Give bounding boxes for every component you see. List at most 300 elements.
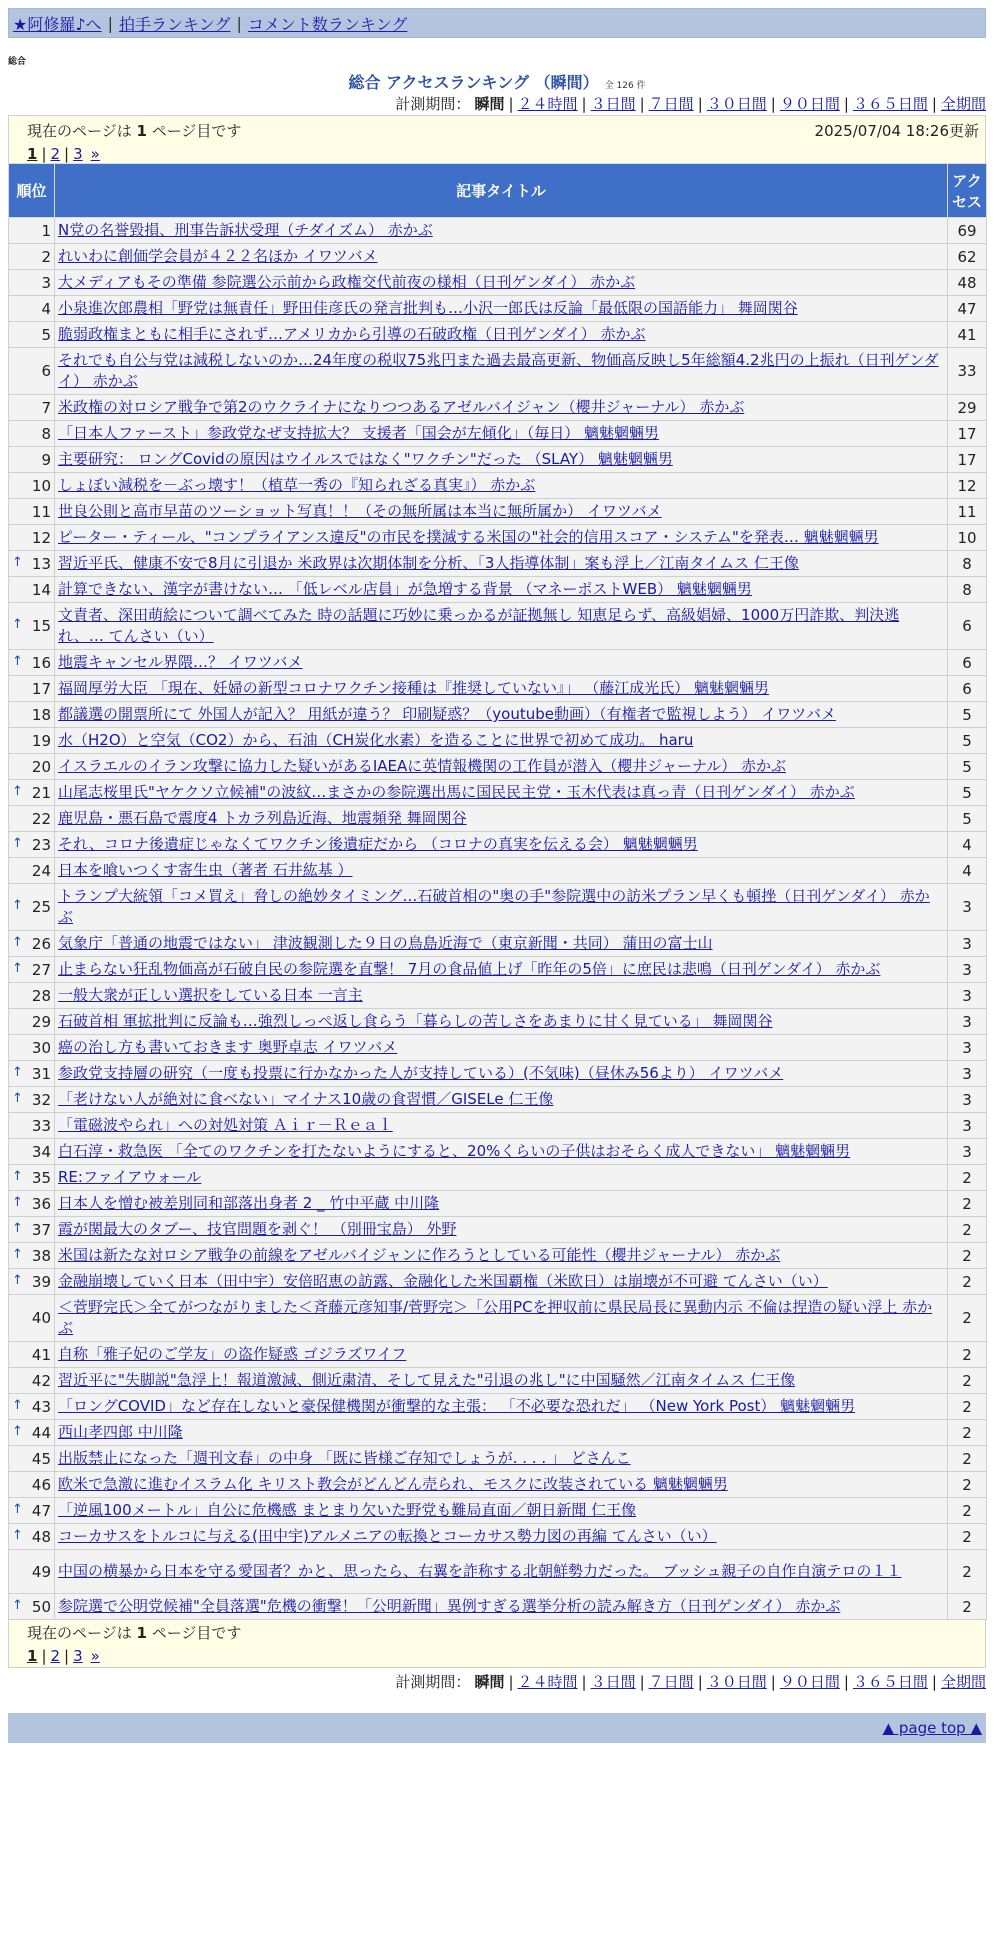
rank-up-arrow-icon: ↑: [12, 835, 23, 851]
rank-number: 13: [31, 554, 51, 573]
article-title-link[interactable]: ＜菅野完氏＞全てがつながりました＜斉藤元彦知事/菅野完＞「公用PCを押収前に県民局長に異動内示 不倫は捏造の疑い浮上 赤かぶ: [58, 1298, 933, 1337]
title-cell: [55, 499, 948, 525]
table-row: [9, 270, 987, 296]
home-link[interactable]: ★阿修羅♪へ: [13, 14, 102, 34]
table-row: [9, 1342, 987, 1368]
rank-up-arrow-icon: ↑: [12, 1501, 23, 1517]
nav-separator: |: [236, 13, 242, 33]
rank-number: 40: [31, 1309, 51, 1327]
rank-cell: [9, 1165, 55, 1191]
period-separator: |: [697, 95, 703, 113]
table-row: [9, 499, 987, 525]
period-option-3[interactable]: ７日間: [648, 1673, 694, 1691]
article-title-link[interactable]: 小泉進次郎農相「野党は無責任」野田佳彦氏の発言批判も…小沢一郎氏は反論「最低限の国語能力」 舞岡関谷: [58, 299, 798, 317]
period-option-2[interactable]: ３日間: [590, 95, 636, 113]
access-count: 2: [948, 1295, 987, 1342]
title-cell: [55, 676, 948, 702]
rank-up-arrow-icon: ↑: [12, 1397, 23, 1413]
access-count: 17: [948, 447, 987, 473]
rank-number: 45: [31, 1449, 51, 1468]
rank-cell: [9, 1243, 55, 1269]
table-row: [9, 1217, 987, 1243]
rank-number: 50: [31, 1597, 51, 1616]
rank-cell: [9, 1035, 55, 1061]
rank-number: 36: [31, 1194, 51, 1213]
rank-cell: [9, 650, 55, 676]
table-row: [9, 754, 987, 780]
article-title-link[interactable]: 「逆風100メートル」自公に危機感 まとまり欠いた野党も難局直面／朝日新聞 仁王像: [58, 1501, 637, 1519]
access-count: 2: [948, 1342, 987, 1368]
access-count: 33: [948, 348, 987, 395]
article-title-link[interactable]: 習近平に"失脚説"急浮上！報道激減、側近粛清、そして見えた"引退の兆し"に中国騒然／江南タイムス 仁王像: [58, 1371, 796, 1389]
access-count: 47: [948, 296, 987, 322]
page-info-top: [8, 115, 986, 163]
rank-number: 5: [41, 325, 51, 344]
rank-number: 7: [41, 398, 51, 417]
category-label: 総合: [8, 57, 27, 67]
rank-number: 46: [31, 1475, 51, 1494]
article-title-link[interactable]: 一般大衆が正しい選択をしている日本 一言主: [58, 986, 363, 1004]
access-count: 2: [948, 1524, 987, 1550]
title-cell: [55, 395, 948, 421]
rank-number: 39: [31, 1272, 51, 1291]
period-option-1[interactable]: ２４時間: [517, 1673, 578, 1691]
access-count: 2: [948, 1368, 987, 1394]
table-row: [9, 1498, 987, 1524]
table-row: [9, 1269, 987, 1295]
table-row: [9, 780, 987, 806]
table-row: [9, 1446, 987, 1472]
table-row: [9, 806, 987, 832]
article-title-link[interactable]: 水（H2O）と空気（CO2）から、石油（CH炭化水素）を造ることに世界で初めて成功。 haru: [58, 731, 694, 749]
period-separator: |: [770, 1673, 776, 1691]
article-title-link[interactable]: 世良公則と高市早苗のツーショット写真！！（その無所属は本当に無所属か） イワツバメ: [58, 502, 662, 520]
rank-cell: [9, 1295, 55, 1342]
article-title-link[interactable]: それでも自公与党は減税しないのか…24年度の税収75兆円また過去最高更新、物価高反映し5年総額4.2兆円の上振れ（日刊ゲンダイ） 赤かぶ: [58, 351, 939, 390]
title-cell: [55, 1113, 948, 1139]
page-info-bottom: [8, 1620, 986, 1668]
access-count: 5: [948, 702, 987, 728]
access-count: 2: [948, 1594, 987, 1620]
rank-up-arrow-icon: ↑: [12, 1168, 23, 1184]
rank-cell: [9, 218, 55, 244]
access-count: 2: [948, 1269, 987, 1295]
title-cell: [55, 551, 948, 577]
rank-up-arrow-icon: ↑: [12, 1246, 23, 1262]
rank-cell: [9, 395, 55, 421]
table-row: [9, 1368, 987, 1394]
access-count: 2: [948, 1217, 987, 1243]
article-title-link[interactable]: 福岡厚労大臣 「現在、妊婦の新型コロナワクチン接種は『推奨していない』」 （藤江成光氏） 魑魅魍魎男: [58, 679, 770, 697]
title-cell: [55, 1524, 948, 1550]
article-title-link[interactable]: れいわに創価学会員が４２２名ほか イワツバメ: [58, 247, 378, 265]
title-cell: [55, 832, 948, 858]
table-row: [9, 1035, 987, 1061]
title-cell: [55, 1165, 948, 1191]
access-count: 3: [948, 1061, 987, 1087]
table-row: [9, 1165, 987, 1191]
article-title-link[interactable]: コーカサスをトルコに与える(田中宇)アルメニアの転換とコーカサス勢力図の再編 てんさい（い）: [58, 1527, 717, 1545]
article-title-link[interactable]: 気象庁「普通の地震ではない」 津波観測した９日の鳥島近海で（東京新聞・共同） 蒲田の富士山: [58, 934, 713, 952]
rank-number: 35: [31, 1168, 51, 1187]
rank-number: 8: [41, 424, 51, 443]
rank-cell: [9, 1009, 55, 1035]
title-cell: [55, 1269, 948, 1295]
rank-number: 48: [31, 1527, 51, 1546]
rank-number: 28: [31, 986, 51, 1005]
rank-up-arrow-icon: ↑: [12, 653, 23, 669]
access-count: 5: [948, 728, 987, 754]
title-cell: [55, 421, 948, 447]
pager-page-3[interactable]: 3: [73, 145, 83, 163]
rank-cell: [9, 447, 55, 473]
table-row: [9, 1113, 987, 1139]
period-option-6[interactable]: ３６５日間: [852, 1673, 928, 1691]
access-count: 5: [948, 780, 987, 806]
rank-number: 32: [31, 1090, 51, 1109]
title-cell: [55, 884, 948, 931]
period-option-4[interactable]: ３０日間: [706, 95, 767, 113]
rank-number: 37: [31, 1220, 51, 1239]
article-title-link[interactable]: 西山孝四郎 中川隆: [58, 1423, 183, 1441]
article-title-link[interactable]: 自称「雅子妃のご学友」の盗作疑惑 ゴジラズワイフ: [58, 1345, 407, 1363]
page-top-link[interactable]: ▲ page top ▲: [882, 1719, 982, 1737]
article-title-link[interactable]: 主要研究： ロングCovidの原因はウイルスではなく"ワクチン"だった （SLAY） 魑魅魍魎男: [58, 450, 673, 468]
article-title-link[interactable]: 「電磁波やられ」への対処対策 Ａｉｒ－Ｒｅａｌ: [58, 1116, 393, 1134]
access-count: 3: [948, 983, 987, 1009]
rank-number: 15: [31, 617, 51, 635]
rank-cell: [9, 603, 55, 650]
rank-up-arrow-icon: ↑: [12, 898, 23, 913]
table-row: [9, 931, 987, 957]
rank-cell: [9, 348, 55, 395]
pager-page-2[interactable]: 2: [50, 1647, 61, 1665]
rank-number: 17: [31, 679, 51, 698]
pager-page-2[interactable]: 2: [50, 145, 61, 163]
access-count: 41: [948, 322, 987, 348]
rank-up-arrow-icon: ↑: [12, 783, 23, 799]
clap-ranking-link[interactable]: 拍手ランキング: [118, 14, 231, 34]
article-title-link[interactable]: 癌の治し方も書いておきます 奥野卓志 イワツバメ: [58, 1038, 398, 1056]
title-cell: [55, 754, 948, 780]
rank-number: 9: [41, 450, 51, 469]
article-title-link[interactable]: 鹿児島・悪石島で震度4 トカラ列島近海、地震頻発 舞岡関谷: [58, 809, 467, 827]
rank-cell: [9, 1524, 55, 1550]
article-title-link[interactable]: 石破首相 軍拡批判に反論も…強烈しっぺ返し食らう「暮らしの苦しさをあまりに甘く見ている」 舞岡関谷: [58, 1012, 773, 1030]
title-cell: [55, 1009, 948, 1035]
title-cell: [55, 296, 948, 322]
access-count: 8: [948, 551, 987, 577]
access-count: 11: [948, 499, 987, 525]
table-row: [9, 1243, 987, 1269]
article-title-link[interactable]: 日本を喰いつくす寄生虫（著者 石井紘基 ）: [58, 861, 353, 879]
access-count: 5: [948, 806, 987, 832]
title-cell: [55, 1446, 948, 1472]
access-count: 6: [948, 676, 987, 702]
rank-number: 18: [31, 705, 51, 724]
period-option-6[interactable]: ３６５日間: [852, 95, 928, 113]
rank-number: 27: [31, 960, 51, 979]
rank-header: 順位: [9, 164, 55, 218]
article-title-link[interactable]: 欧米で急激に進むイスラム化 キリスト教会がどんどん売られ、モスクに改装されている 魑魅魍魎男: [58, 1475, 728, 1493]
table-row: [9, 1139, 987, 1165]
rank-cell: [9, 1113, 55, 1139]
rank-number: 3: [41, 273, 51, 292]
page-title: [0, 70, 994, 90]
article-title-link[interactable]: イスラエルのイラン攻撃に協力した疑いがあるIAEAに英情報機関の工作員が潜入（櫻井ジャーナル） 赤かぶ: [58, 757, 786, 775]
pager-current-page: 1: [27, 1647, 38, 1665]
rank-cell: [9, 1368, 55, 1394]
title-cell: [55, 931, 948, 957]
rank-cell: [9, 676, 55, 702]
rank-cell: [9, 806, 55, 832]
top-navigation: [8, 8, 986, 38]
article-title-link[interactable]: 「老けない人が絶対に食べない」マイナス10歳の食習慣／GISELe 仁王像: [58, 1090, 554, 1108]
nav-separator: |: [107, 13, 113, 33]
period-option-7[interactable]: 全期間: [940, 1673, 986, 1691]
rank-up-arrow-icon: ↑: [12, 617, 23, 632]
access-count: 17: [948, 421, 987, 447]
period-separator: |: [843, 1673, 849, 1691]
article-title-link[interactable]: 白石淳・救急医 「全てのワクチンを打たないようにすると、20%くらいの子供はおそらく成人できない」 魑魅魍魎男: [58, 1142, 851, 1160]
article-title-link[interactable]: RE:ファイアウォール: [58, 1168, 202, 1186]
article-title-link[interactable]: 出版禁止になった「週刊文春」の中身 「既に皆様ご存知でしょうが. . . . 」 どさんこ: [58, 1449, 631, 1467]
rank-cell: [9, 421, 55, 447]
article-title-link[interactable]: 習近平氏、健康不安で8月に引退か 米政界は次期体制を分析、「3人指導体制」案も浮上／江南タイムス 仁王像: [58, 554, 799, 572]
access-count: 2: [948, 1550, 987, 1594]
title-cell: [55, 1420, 948, 1446]
period-selector-bottom: [0, 1671, 994, 1693]
rank-number: 42: [31, 1371, 51, 1390]
access-count: 3: [948, 1113, 987, 1139]
table-row: [9, 603, 987, 650]
title-cell: [55, 473, 948, 499]
rank-cell: [9, 1394, 55, 1420]
rank-number: 2: [41, 247, 51, 266]
rank-number: 22: [31, 809, 51, 828]
access-count: 5: [948, 754, 987, 780]
rank-cell: [9, 322, 55, 348]
period-option-1[interactable]: ２４時間: [517, 95, 578, 113]
article-title-link[interactable]: 文責者、深田萌絵について調べてみた 時の話題に巧妙に乗っかるが証拠無し 知恵足らず、高級娼婦、1000万円詐欺、判決逃れ、… てんさい（い）: [58, 606, 900, 645]
rank-number: 20: [31, 757, 51, 776]
access-count: 12: [948, 473, 987, 499]
table-row: [9, 1087, 987, 1113]
rank-up-arrow-icon: ↑: [12, 934, 23, 950]
period-separator: |: [508, 1673, 514, 1691]
rank-number: 26: [31, 934, 51, 953]
title-cell: [55, 806, 948, 832]
article-title-link[interactable]: 参政党支持層の研究（一度も投票に行かなかった人が支持している）(不気味)（昼休み56より） イワツバメ: [58, 1064, 784, 1082]
period-separator: |: [931, 95, 937, 113]
title-cell: [55, 218, 948, 244]
article-title-link[interactable]: トランプ大統領「コメ買え」脅しの絶妙タイミング…石破首相の"奥の手"参院選中の訪米プラン早くも頓挫（日刊ゲンダイ） 赤かぶ: [58, 887, 930, 926]
title-cell: [55, 1394, 948, 1420]
article-title-link[interactable]: 「ロングCOVID」など存在しないと豪保健機関が衝撃的な主張： 「不必要な恐れだ」 （New York Post） 魑魅魍魎男: [58, 1397, 856, 1415]
period-option-3[interactable]: ７日間: [648, 95, 694, 113]
title-cell: [55, 1368, 948, 1394]
rank-up-arrow-icon: ↑: [12, 1194, 23, 1210]
article-title-link[interactable]: 大メディアもその準備 参院選公示前から政権交代前夜の様相（日刊ゲンダイ） 赤かぶ: [58, 273, 636, 291]
ranking-table: [8, 163, 987, 1620]
table-row: [9, 577, 987, 603]
period-selector-top: [0, 93, 994, 115]
article-title-link[interactable]: N党の名誉毀損、刑事告訴状受理（チダイズム） 赤かぶ: [58, 221, 433, 239]
rank-cell: [9, 551, 55, 577]
access-count: 2: [948, 1420, 987, 1446]
pager-bottom: 1 | 2 | 3 »: [27, 1647, 100, 1665]
period-separator: |: [931, 1673, 937, 1691]
access-count: 29: [948, 395, 987, 421]
table-row: [9, 1191, 987, 1217]
access-count: 3: [948, 884, 987, 931]
access-count: 2: [948, 1243, 987, 1269]
title-cell: [55, 1217, 948, 1243]
rank-cell: [9, 1446, 55, 1472]
article-title-link[interactable]: 日本人を憎む被差別同和部落出身者 2 _ 竹中平蔵 中川隆: [58, 1194, 440, 1212]
period-option-5[interactable]: ９０日間: [779, 1673, 840, 1691]
rank-up-arrow-icon: ↑: [12, 1423, 23, 1439]
period-option-4[interactable]: ３０日間: [706, 1673, 767, 1691]
pager-next[interactable]: »: [90, 145, 100, 163]
title-cell: [55, 525, 948, 551]
article-title-link[interactable]: 地震キャンセル界隈…？ イワツバメ: [58, 653, 303, 671]
rank-cell: [9, 754, 55, 780]
title-cell: [55, 1061, 948, 1087]
rank-number: 24: [31, 861, 51, 880]
rank-number: 43: [31, 1397, 51, 1416]
title-header: 記事タイトル: [55, 164, 948, 218]
period-option-7[interactable]: 全期間: [940, 95, 986, 113]
article-title-link[interactable]: しょぼい減税を－ぶっ壊す！（植草一秀の『知られざる真実』） 赤かぶ: [58, 476, 536, 494]
period-option-2[interactable]: ３日間: [590, 1673, 636, 1691]
rank-up-arrow-icon: ↑: [12, 1272, 23, 1288]
article-title-link[interactable]: 脆弱政権まともに相手にされず…アメリカから引導の石破政権（日刊ゲンダイ） 赤かぶ: [58, 325, 646, 343]
table-row: [9, 551, 987, 577]
article-title-link[interactable]: 米政権の対ロシア戦争で第2のウクライナになりつつあるアゼルバイジャン（櫻井ジャーナル） 赤かぶ: [58, 398, 745, 416]
rank-cell: [9, 296, 55, 322]
item-count: 全 126 件: [604, 81, 646, 91]
rank-number: 6: [41, 362, 51, 380]
title-cell: [55, 270, 948, 296]
rank-number: 30: [31, 1038, 51, 1057]
access-count: 2: [948, 1498, 987, 1524]
table-row: [9, 1550, 987, 1594]
access-count: 2: [948, 1191, 987, 1217]
rank-number: 1: [41, 221, 51, 240]
title-cell: [55, 957, 948, 983]
rank-cell: [9, 1472, 55, 1498]
rank-up-arrow-icon: ↑: [12, 1527, 23, 1543]
title-cell: [55, 1594, 948, 1620]
rank-number: 31: [31, 1064, 51, 1083]
period-separator: |: [581, 95, 587, 113]
table-row: [9, 525, 987, 551]
article-title-link[interactable]: 中国の横暴から日本を守る愛国者？かと、思ったら、右翼を詐称する北朝鮮勢力だった。 ブッシュ親子の自作自演テロの１１: [58, 1562, 902, 1580]
rank-up-arrow-icon: ↑: [12, 1597, 23, 1613]
article-title-link[interactable]: 「日本人ファースト」参政党なぜ支持拡大？ 支援者「国会が左傾化」（毎日） 魑魅魍魎男: [58, 424, 659, 442]
title-cell: [55, 577, 948, 603]
table-row: [9, 650, 987, 676]
table-row: [9, 395, 987, 421]
rank-cell: [9, 702, 55, 728]
article-title-link[interactable]: 米国は新たな対ロシア戦争の前線をアゼルバイジャンに作ろうとしている可能性（櫻井ジャーナル） 赤かぶ: [58, 1246, 781, 1264]
rank-cell: [9, 1594, 55, 1620]
access-count: 6: [948, 650, 987, 676]
pager-next[interactable]: »: [90, 1647, 100, 1665]
table-row: [9, 447, 987, 473]
page-title-text: 総合 アクセスランキング （瞬間）: [348, 73, 599, 92]
title-cell: [55, 1139, 948, 1165]
access-count: 62: [948, 244, 987, 270]
access-count: 48: [948, 270, 987, 296]
footer-bar: [8, 1713, 986, 1743]
period-label: 計測期間：: [395, 95, 471, 113]
table-row: [9, 1295, 987, 1342]
article-title-link[interactable]: 霞が関最大のタブー、技官問題を剥ぐ！ （別冊宝島） 外野: [58, 1220, 457, 1238]
title-cell: [55, 1342, 948, 1368]
rank-up-arrow-icon: ↑: [12, 1064, 23, 1080]
table-row: [9, 296, 987, 322]
comment-ranking-link[interactable]: コメント数ランキング: [247, 14, 408, 34]
pager-page-3[interactable]: 3: [73, 1647, 83, 1665]
title-cell: [55, 1191, 948, 1217]
rank-number: 4: [41, 299, 51, 318]
table-row: [9, 1061, 987, 1087]
rank-number: 49: [31, 1562, 51, 1581]
access-count: 2: [948, 1394, 987, 1420]
article-title-link[interactable]: 計算できない、漢字が書けない… 「低レベル店員」が急増する背景 （マネーポストWEB） 魑魅魍魎男: [58, 580, 752, 598]
rank-cell: [9, 525, 55, 551]
period-option-5[interactable]: ９０日間: [779, 95, 840, 113]
rank-number: 44: [31, 1423, 51, 1442]
article-title-link[interactable]: 金融崩壊していく日本（田中宇）安倍昭恵の訪露、金融化した米国覇権（米欧日）は崩壊が不可避 てんさい（い）: [58, 1272, 828, 1290]
rank-number: 38: [31, 1246, 51, 1265]
rank-number: 34: [31, 1142, 51, 1161]
article-title-link[interactable]: 参院選で公明党候補"全員落選"危機の衝撃！「公明新聞」異例すぎる選挙分析の読み解き方（日刊ゲンダイ） 赤かぶ: [58, 1597, 841, 1615]
access-count: 6: [948, 603, 987, 650]
access-count: 3: [948, 1035, 987, 1061]
access-count: 8: [948, 577, 987, 603]
rank-cell: [9, 728, 55, 754]
article-title-link[interactable]: 止まらない狂乱物価高が石破自民の参院選を直撃！ 7月の食品値上げ「昨年の5倍」に庶民は悲鳴（日刊ゲンダイ） 赤かぶ: [58, 960, 881, 978]
rank-cell: [9, 780, 55, 806]
title-cell: [55, 1550, 948, 1594]
period-option-0: 瞬間: [474, 95, 505, 113]
rank-up-arrow-icon: ↑: [12, 1090, 23, 1106]
rank-cell: [9, 499, 55, 525]
table-row: [9, 1594, 987, 1620]
article-title-link[interactable]: 山尾志桜里氏"ヤケクソ立候補"の波紋…まさかの参院選出馬に国民民主党・玉木代表は真っ青（日刊ゲンダイ） 赤かぶ: [58, 783, 855, 801]
rank-number: 41: [31, 1345, 51, 1364]
table-row: [9, 983, 987, 1009]
rank-cell: [9, 983, 55, 1009]
article-title-link[interactable]: それ、コロナ後遺症じゃなくてワクチン後遺症だから （コロナの真実を伝える会） 魑魅魍魎男: [58, 835, 698, 853]
period-separator: |: [639, 95, 645, 113]
title-cell: [55, 322, 948, 348]
pager-top: 1 | 2 | 3 »: [27, 145, 100, 163]
article-title-link[interactable]: ピーター・ティール、"コンプライアンス違反"の市民を撲滅する米国の"社会的信用スコア・システム"を発表… 魑魅魍魎男: [58, 528, 879, 546]
article-title-link[interactable]: 都議選の開票所にて 外国人が記入？ 用紙が違う？ 印刷疑惑？（youtube動画）（有権者で監視しよう） イワツバメ: [58, 705, 836, 723]
title-cell: [55, 244, 948, 270]
rank-cell: [9, 931, 55, 957]
title-cell: [55, 858, 948, 884]
rank-cell: [9, 1087, 55, 1113]
access-count: 4: [948, 858, 987, 884]
access-count: 3: [948, 1009, 987, 1035]
title-cell: [55, 780, 948, 806]
period-separator: |: [639, 1673, 645, 1691]
